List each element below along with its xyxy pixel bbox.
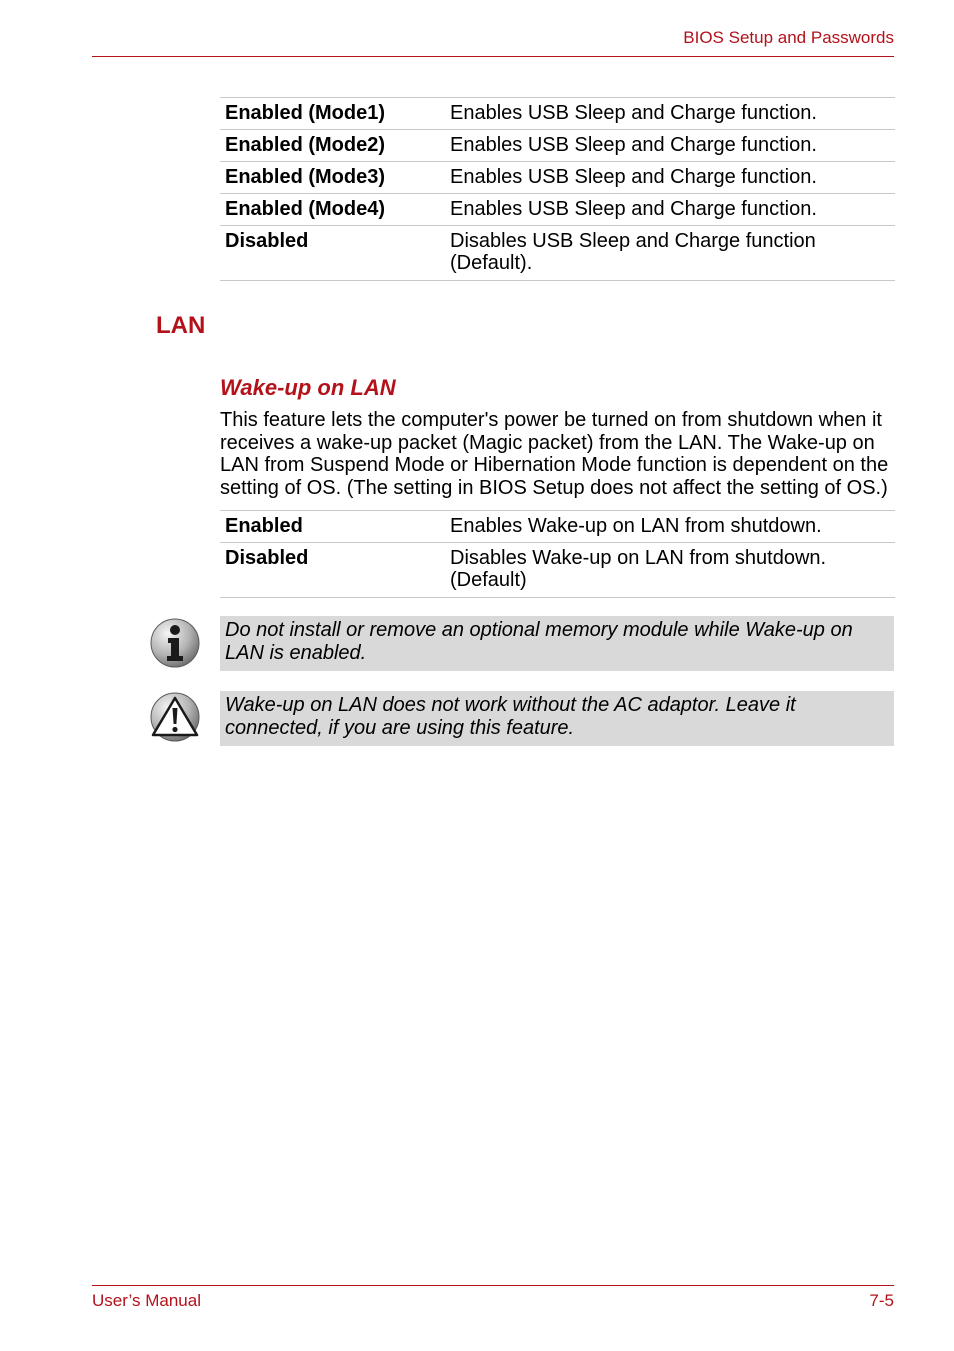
option-description: Enables USB Sleep and Charge function. [445, 130, 895, 162]
wake-on-lan-description: This feature lets the computer's power be turned on from shutdown when it receives a wake-up packet (Magic packet) from the LAN. The Wake-up on LAN from Suspend Mode or Hibernation Mode function is dependent on the setting of OS. (The setting in BIOS Setup does not affect the setting of OS.) [220, 409, 889, 500]
option-description: Enables USB Sleep and Charge function. [445, 98, 895, 130]
option-name: Enabled (Mode1) [220, 98, 445, 130]
option-name: Enabled (Mode3) [220, 162, 445, 194]
option-description: Enables Wake-up on LAN from shutdown. [445, 511, 895, 543]
header-rule [92, 56, 894, 57]
option-name: Disabled [220, 226, 445, 281]
table-row [220, 226, 895, 281]
option-description: Disables Wake-up on LAN from shutdown. (Default) [445, 543, 895, 598]
footer-rule [92, 1285, 894, 1286]
option-name: Enabled (Mode4) [220, 194, 445, 226]
usb-sleep-charge-table [220, 97, 895, 281]
section-heading-lan: LAN [156, 312, 206, 339]
option-description: Disables USB Sleep and Charge function (Default). [445, 226, 895, 281]
option-description: Enables USB Sleep and Charge function. [445, 162, 895, 194]
footer-manual-title: User’s Manual [92, 1291, 201, 1310]
subsection-heading-wake-on-lan: Wake-up on LAN [220, 375, 396, 400]
option-name: Enabled (Mode2) [220, 130, 445, 162]
option-name: Enabled [220, 511, 445, 543]
table-row [220, 98, 895, 130]
running-header: BIOS Setup and Passwords [683, 28, 894, 47]
table-row [220, 194, 895, 226]
info-icon [149, 617, 201, 669]
wake-on-lan-table [220, 510, 895, 598]
table-row [220, 162, 895, 194]
option-description: Enables USB Sleep and Charge function. [445, 194, 895, 226]
table-row [220, 130, 895, 162]
table-row [220, 511, 895, 543]
option-name: Disabled [220, 543, 445, 598]
table-row [220, 543, 895, 598]
warning-icon [149, 691, 201, 743]
page-number: 7-5 [869, 1291, 894, 1310]
warning-note: Wake-up on LAN does not work without the AC adaptor. Leave it connected, if you are using this feature. [220, 691, 894, 746]
info-note: Do not install or remove an optional memory module while Wake-up on LAN is enabled. [220, 616, 894, 671]
